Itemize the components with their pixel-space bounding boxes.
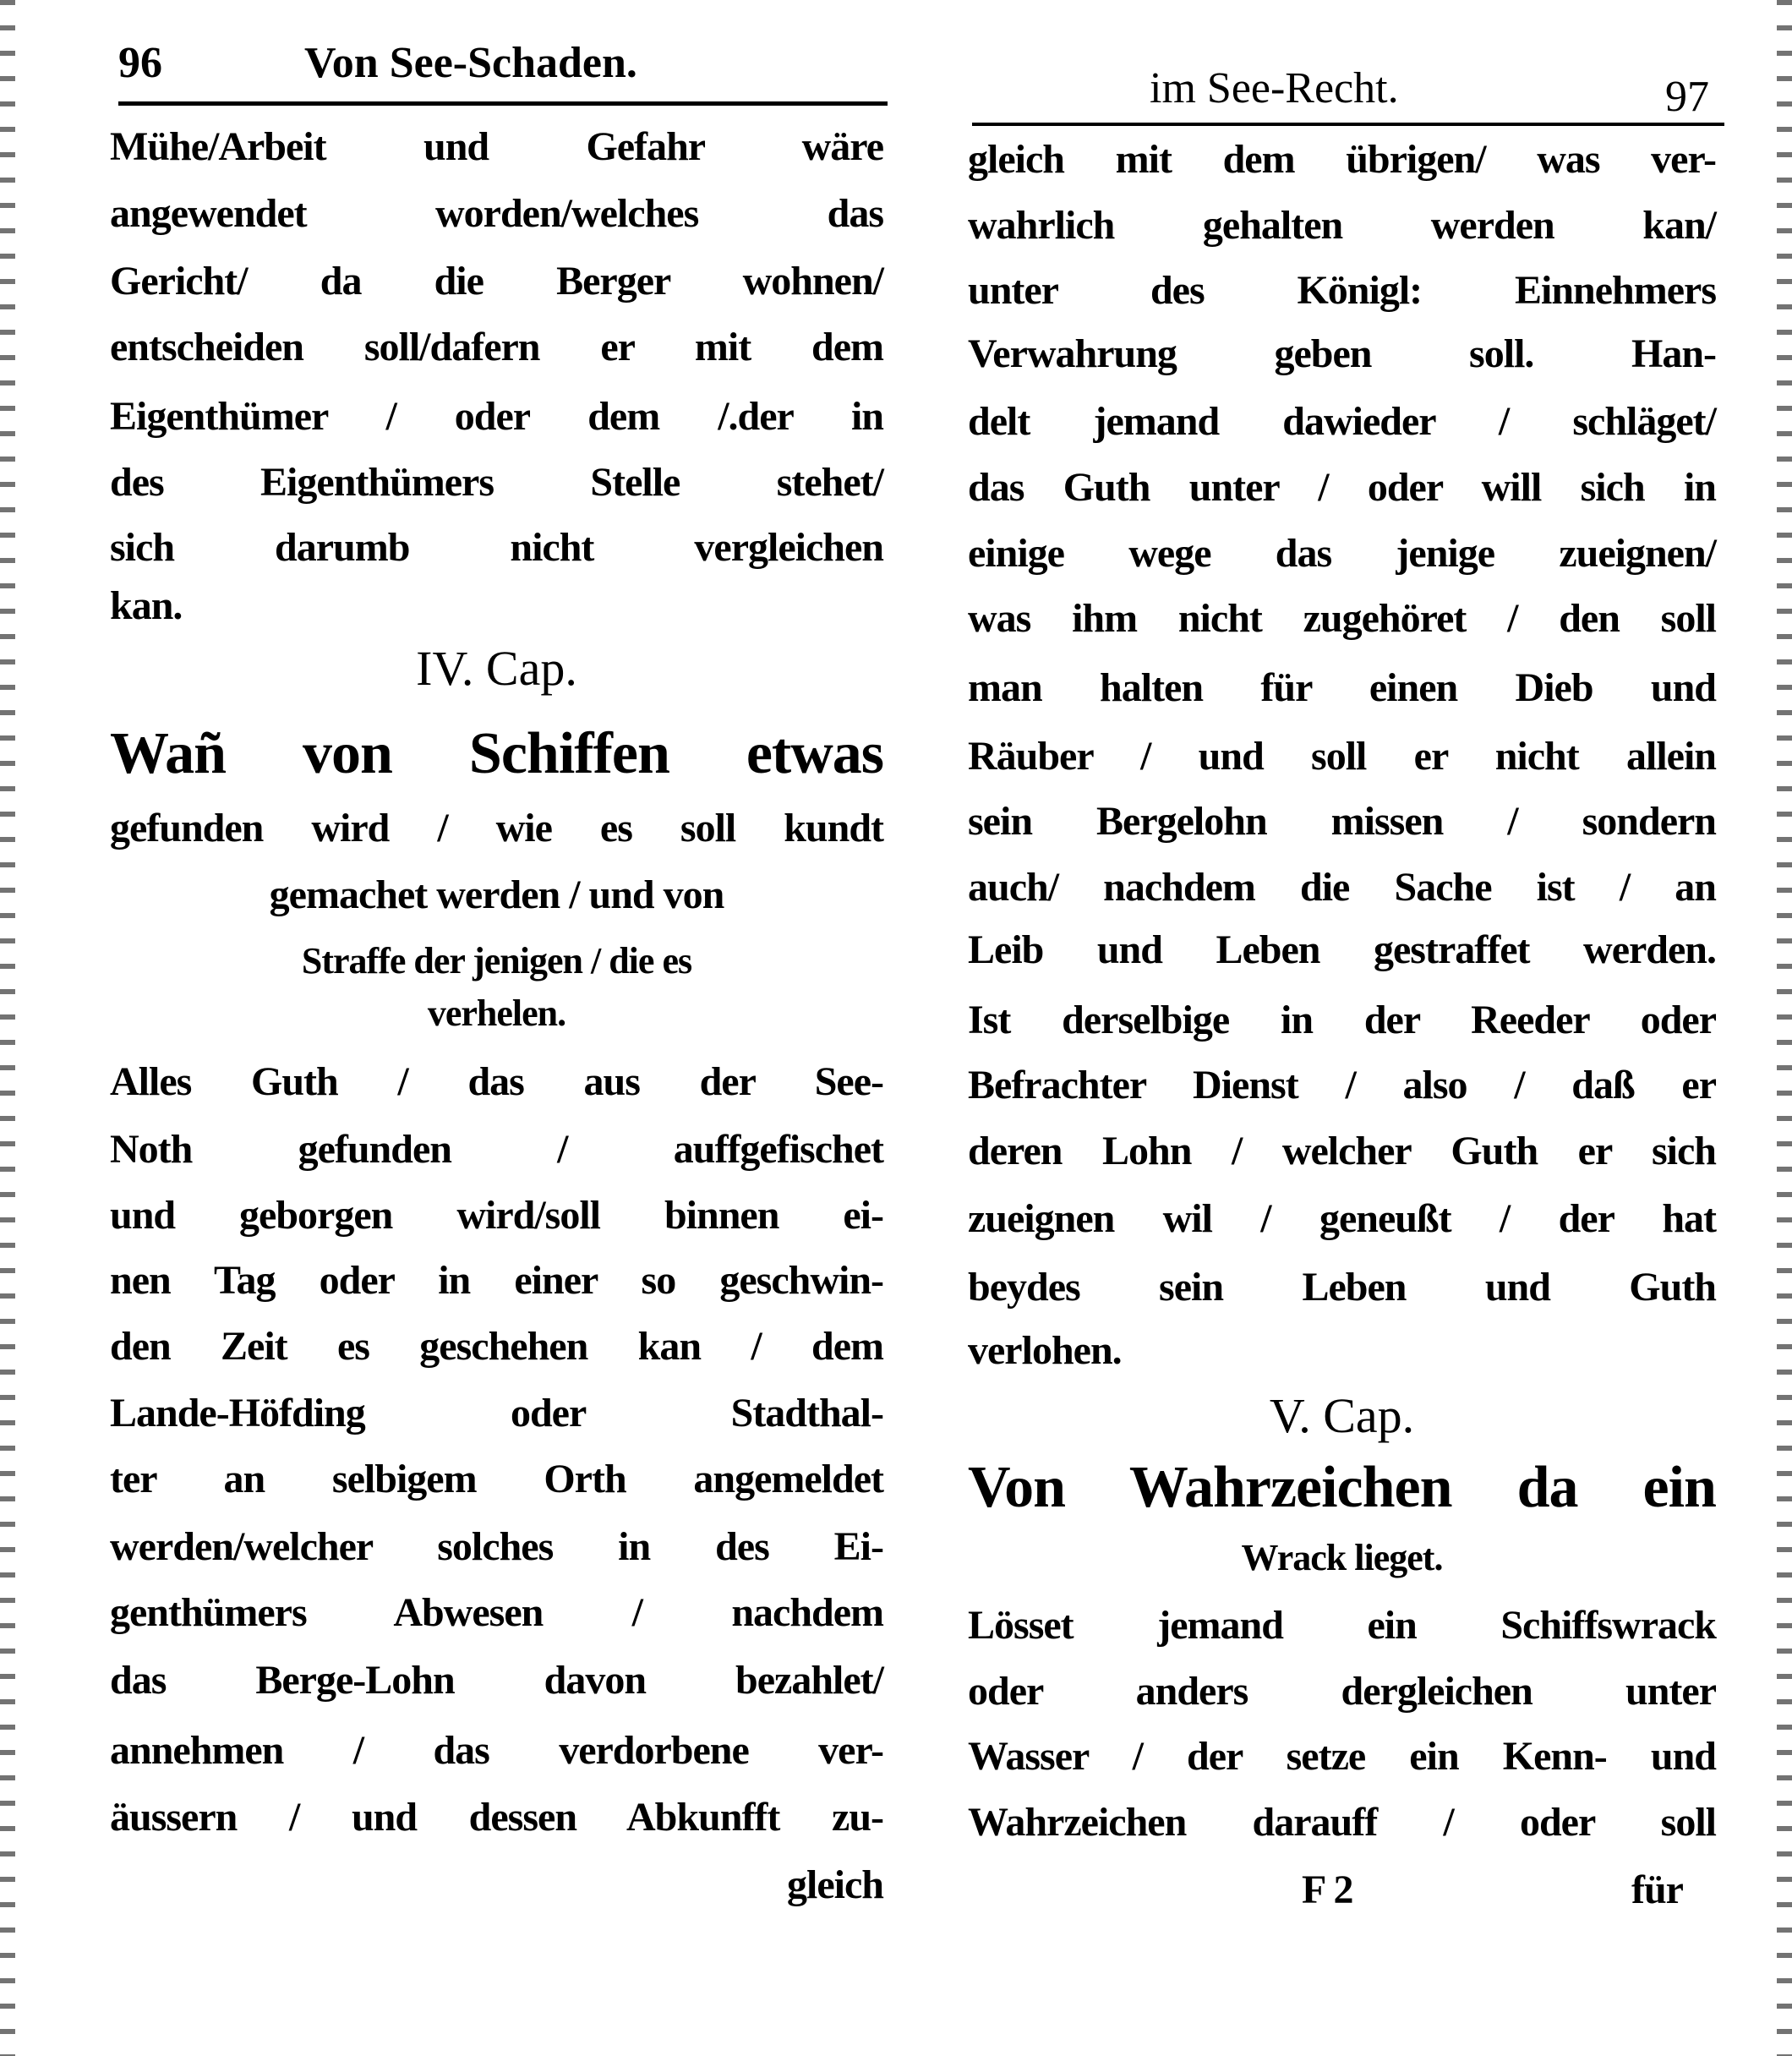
text-line: sich darumb nicht vergleichen (110, 525, 883, 570)
text-line: gefunden wird / wie es soll kundt (110, 806, 883, 850)
text-line: nen Tag oder in einer so geschwin- (110, 1258, 883, 1303)
text-line: annehmen / das verdorbene ver- (110, 1728, 883, 1773)
text-line: Gericht/ da die Berger wohnen/ (110, 259, 883, 303)
book-edge-right (1777, 0, 1792, 2056)
text-line: äussern / und dessen Abkunfft zu- (110, 1795, 883, 1840)
chapter-title: Wañ von Schiffen etwas (110, 721, 883, 786)
text-line: was ihm nicht zugehöret / den soll (968, 596, 1716, 641)
text-line: Verwahrung geben soll. Han- (968, 331, 1716, 376)
chapter-number: V. Cap. (1269, 1388, 1415, 1443)
text-line: Straffe der jenigen / die es (301, 940, 692, 982)
text-line: gleich mit dem übrigen/ was ver- (968, 137, 1716, 182)
text-line: verhelen. (427, 992, 566, 1034)
text-line: werden/welcher solches in des Ei- (110, 1524, 883, 1569)
text-line: das Berge-Lohn davon bezahlet/ (110, 1658, 883, 1703)
text-line: einige wege das jenige zueignen/ (968, 531, 1716, 576)
text-line: entscheiden soll/dafern er mit dem (110, 325, 883, 369)
book-edge-left (0, 0, 15, 2056)
running-head-left: Von See-Schaden. (304, 39, 637, 87)
text-line: sein Bergelohn missen / sondern (968, 799, 1716, 844)
text-line: des Eigenthümers Stelle stehet/ (110, 460, 883, 505)
text-line: Wahrzeichen darauff / oder soll (968, 1800, 1716, 1845)
text-line: Alles Guth / das aus der See- (110, 1059, 883, 1104)
text-line: Leib und Leben gestraffet werden. (968, 927, 1716, 972)
text-line: den Zeit es geschehen kan / dem (110, 1324, 883, 1369)
text-line: unter des Königl: Einnehmers (968, 268, 1716, 313)
text-line: Befrachter Dienst / also / daß er (968, 1063, 1716, 1107)
text-line: Wrack lieget. (1241, 1537, 1443, 1578)
page-number-left: 96 (118, 39, 162, 87)
text-line: genthümers Abwesen / nachdem (110, 1590, 883, 1635)
text-line: wahrlich gehalten werden kan/ (968, 203, 1716, 248)
text-line: Lande-Höfding oder Stadthal- (110, 1391, 883, 1435)
header-rule-left (118, 101, 888, 106)
text-line: und geborgen wird/soll binnen ei- (110, 1193, 883, 1238)
text-line: gemachet werden / und von (269, 872, 724, 917)
chapter-number: IV. Cap. (416, 641, 577, 696)
text-line: Ist derselbige in der Reeder oder (968, 998, 1716, 1042)
text-line: angewendet worden/welches das (110, 191, 883, 236)
text-line: Räuber / und soll er nicht allein (968, 734, 1716, 779)
catchword: für (1631, 1867, 1683, 1912)
text-line: gleich (787, 1862, 883, 1907)
text-line: beydes sein Leben und Guth (968, 1265, 1716, 1310)
chapter-title: Von Wahrzeichen da ein (968, 1455, 1716, 1520)
text-line: kan. (110, 583, 183, 628)
text-line: verlohen. (968, 1328, 1122, 1373)
text-line: deren Lohn / welcher Guth er sich (968, 1129, 1716, 1173)
text-line: Wasser / der setze ein Kenn- und (968, 1734, 1716, 1779)
page-number-right: 97 (1665, 73, 1709, 121)
text-line: Lösset jemand ein Schiffswrack (968, 1603, 1716, 1648)
running-head-right: im See-Recht. (1150, 64, 1399, 112)
text-line: zueignen wil / geneußt / der hat (968, 1196, 1716, 1241)
text-line: Noth gefunden / auffgefischet (110, 1127, 883, 1172)
text-line: oder anders dergleichen unter (968, 1669, 1716, 1714)
signature-mark: F 2 (1302, 1867, 1353, 1912)
text-line: Mühe/Arbeit und Gefahr wäre (110, 124, 883, 169)
text-line: das Guth unter / oder will sich in (968, 465, 1716, 510)
text-line: Eigenthümer / oder dem /.der in (110, 394, 883, 439)
text-line: auch/ nachdem die Sache ist / an (968, 865, 1716, 910)
text-line: ter an selbigem Orth angemeldet (110, 1457, 883, 1501)
text-line: delt jemand dawieder / schläget/ (968, 399, 1716, 444)
text-line: man halten für einen Dieb und (968, 665, 1716, 710)
